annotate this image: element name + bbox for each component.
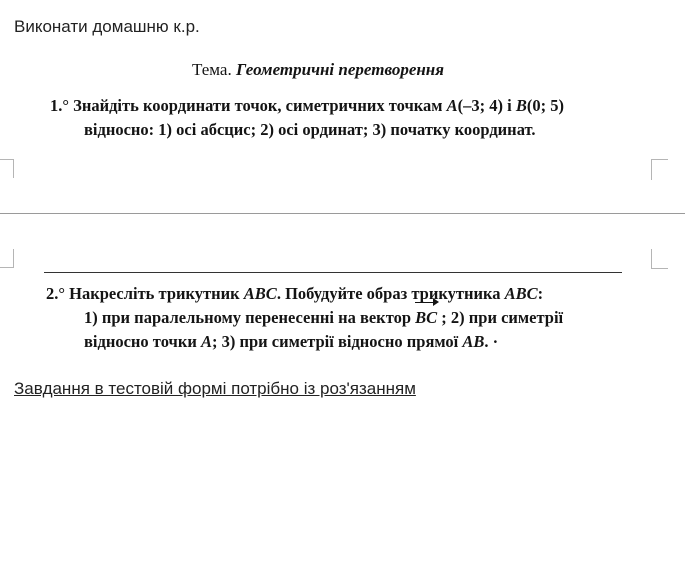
scan-rule xyxy=(44,272,622,273)
vector-arrow-icon xyxy=(415,302,437,305)
task-2-text-g: ; 3) при симетрії відносно прямої xyxy=(211,332,463,351)
corner-mark-top-left xyxy=(0,159,14,174)
task-1-point-a: A xyxy=(446,96,458,115)
task-2-line-3 xyxy=(46,330,636,354)
task-2-text-h: . · xyxy=(484,332,499,351)
task-2-text-b: . Побудуйте образ трикутника xyxy=(276,284,505,303)
task-2-abc-2: ABC xyxy=(504,284,538,303)
task-2-line-ab: AB xyxy=(462,332,485,351)
topic-label: Тема. xyxy=(192,60,232,79)
topic-title: Геометричні перетворення xyxy=(235,60,444,79)
task-2-text-a: Накресліть трикутник xyxy=(69,284,244,303)
task-1-text-a: Знайдіть координати точок, симетричних точкам xyxy=(73,96,447,115)
corner-mark-bottom-left xyxy=(0,249,14,263)
task-1-point-b: B xyxy=(515,96,527,115)
task-2-text-d: 1) при паралельному перенесенні на вектор xyxy=(84,308,416,327)
page-divider xyxy=(0,213,685,214)
intro-text: Виконати домашню к.р. xyxy=(14,17,200,36)
task-2-abc-1: ABC xyxy=(243,284,277,303)
task-2 xyxy=(46,282,636,354)
task-1-line-1 xyxy=(50,94,610,118)
task-2-text-f: відносно точки xyxy=(84,332,201,351)
corner-mark-top-right xyxy=(651,159,668,180)
task-1-number: 1.° xyxy=(50,96,69,115)
task-1 xyxy=(50,94,610,142)
task-1-coords-a: (–3; 4) і xyxy=(457,96,516,115)
task-2-text-c: : xyxy=(537,284,544,303)
corner-mark-bottom-right xyxy=(651,249,668,269)
task-1-coords-b: (0; 5) xyxy=(526,96,564,115)
task-2-text-e: ; 2) при симетрії xyxy=(437,308,564,327)
footer-note: Завдання в тестовій формі потрібно із роз'язанням xyxy=(14,379,416,398)
vector-bc-label: BC xyxy=(415,308,438,327)
vector-bc xyxy=(415,306,437,330)
task-1-line-2: відносно: 1) осі абсцис; 2) осі ординат; 3) початку координат. xyxy=(84,120,536,139)
task-2-number: 2.° xyxy=(46,284,65,303)
task-2-line-2 xyxy=(46,306,636,330)
task-2-point-a: A xyxy=(200,332,212,351)
scan-topic xyxy=(192,60,444,80)
task-2-line-1 xyxy=(46,282,636,306)
